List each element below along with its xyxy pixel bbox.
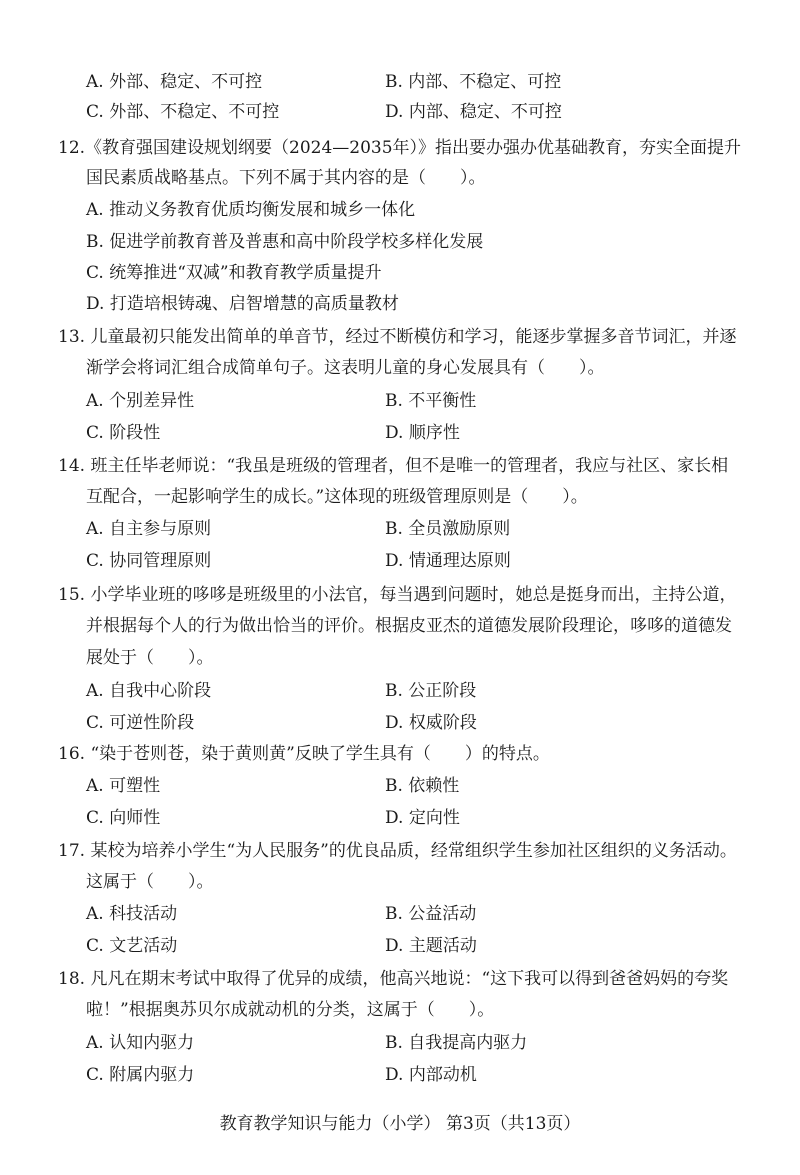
question-stem: 13. 儿童最初只能发出简单的单音节，经过不断模仿和学习，能逐步掌握多音节词汇，并逐 [58,327,737,347]
option-d: D. 打造培根铸魂、启智增慧的高质量教材 [86,294,399,314]
question-stem: 渐学会将词汇组合成简单句子。这表明儿童的身心发展具有（ ）。 [86,358,605,378]
question-stem: 啦！”根据奥苏贝尔成就动机的分类，这属于（ ）。 [86,1000,495,1020]
option-b: B. 内部、不稳定、可控 [385,72,562,92]
option-c: C. 阶段性 [86,423,161,443]
option-b: B. 自我提高内驱力 [385,1033,528,1053]
question-stem: 17. 某校为培养小学生“为人民服务”的优良品质，经常组织学生参加社区组织的义务活动。 [58,841,737,861]
option-b: B. 促进学前教育普及普惠和高中阶段学校多样化发展 [86,232,484,252]
option-c: C. 统筹推进“双减”和教育教学质量提升 [86,263,382,283]
option-d: D. 情通理达原则 [385,551,511,571]
option-a: A. 推动义务教育优质均衡发展和城乡一体化 [86,200,416,220]
option-d: D. 内部动机 [385,1065,477,1085]
question-stem: 并根据每个人的行为做出恰当的评价。根据皮亚杰的道德发展阶段理论，哆哆的道德发 [86,616,732,636]
option-d: D. 顺序性 [385,423,460,443]
option-d: D. 权威阶段 [385,713,477,733]
option-a: A. 外部、稳定、不可控 [86,72,263,92]
option-b: B. 不平衡性 [385,391,477,411]
option-c: C. 向师性 [86,808,161,828]
question-stem: 14. 班主任毕老师说：“我虽是班级的管理者，但不是唯一的管理者，我应与社区、家长相 [58,456,729,476]
page-footer: 教育教学知识与能力（小学） 第3页（共13页） [219,1114,581,1134]
option-b: B. 全员激励原则 [385,519,511,539]
question-stem: 展处于（ ）。 [86,648,214,668]
option-d: D. 内部、稳定、不可控 [385,102,562,122]
option-b: B. 依赖性 [385,776,460,796]
question-stem: 互配合，一起影响学生的成长。”这体现的班级管理原则是（ ）。 [86,487,588,507]
option-b: B. 公正阶段 [385,681,477,701]
question-stem: 国民素质战略基点。下列不属于其内容的是（ ）。 [86,168,486,188]
option-c: C. 文艺活动 [86,936,178,956]
option-a: A. 个别差异性 [86,391,195,411]
option-a: A. 认知内驱力 [86,1033,195,1053]
option-a: A. 自主参与原则 [86,519,212,539]
option-c: C. 协同管理原则 [86,551,212,571]
question-stem: 16. “染于苍则苍，染于黄则黄”反映了学生具有（ ）的特点。 [58,744,550,764]
option-b: B. 公益活动 [385,904,477,924]
question-stem: 15. 小学毕业班的哆哆是班级里的小法官，每当遇到问题时，她总是挺身而出，主持公道， [58,585,737,605]
option-d: D. 定向性 [385,808,460,828]
option-c: C. 外部、不稳定、不可控 [86,102,280,122]
option-a: A. 自我中心阶段 [86,681,212,701]
option-a: A. 科技活动 [86,904,178,924]
question-stem: 18. 凡凡在期末考试中取得了优异的成绩，他高兴地说：“这下我可以得到爸爸妈妈的夸奖 [58,969,729,989]
question-stem: 这属于（ ）。 [86,872,214,892]
option-a: A. 可塑性 [86,776,161,796]
option-c: C. 附属内驱力 [86,1065,195,1085]
question-stem: 12.《教育强国建设规划纲要（2024—2035年）》指出要办强办优基础教育，夯实全面提升 [58,138,742,158]
option-d: D. 主题活动 [385,936,477,956]
option-c: C. 可逆性阶段 [86,713,195,733]
